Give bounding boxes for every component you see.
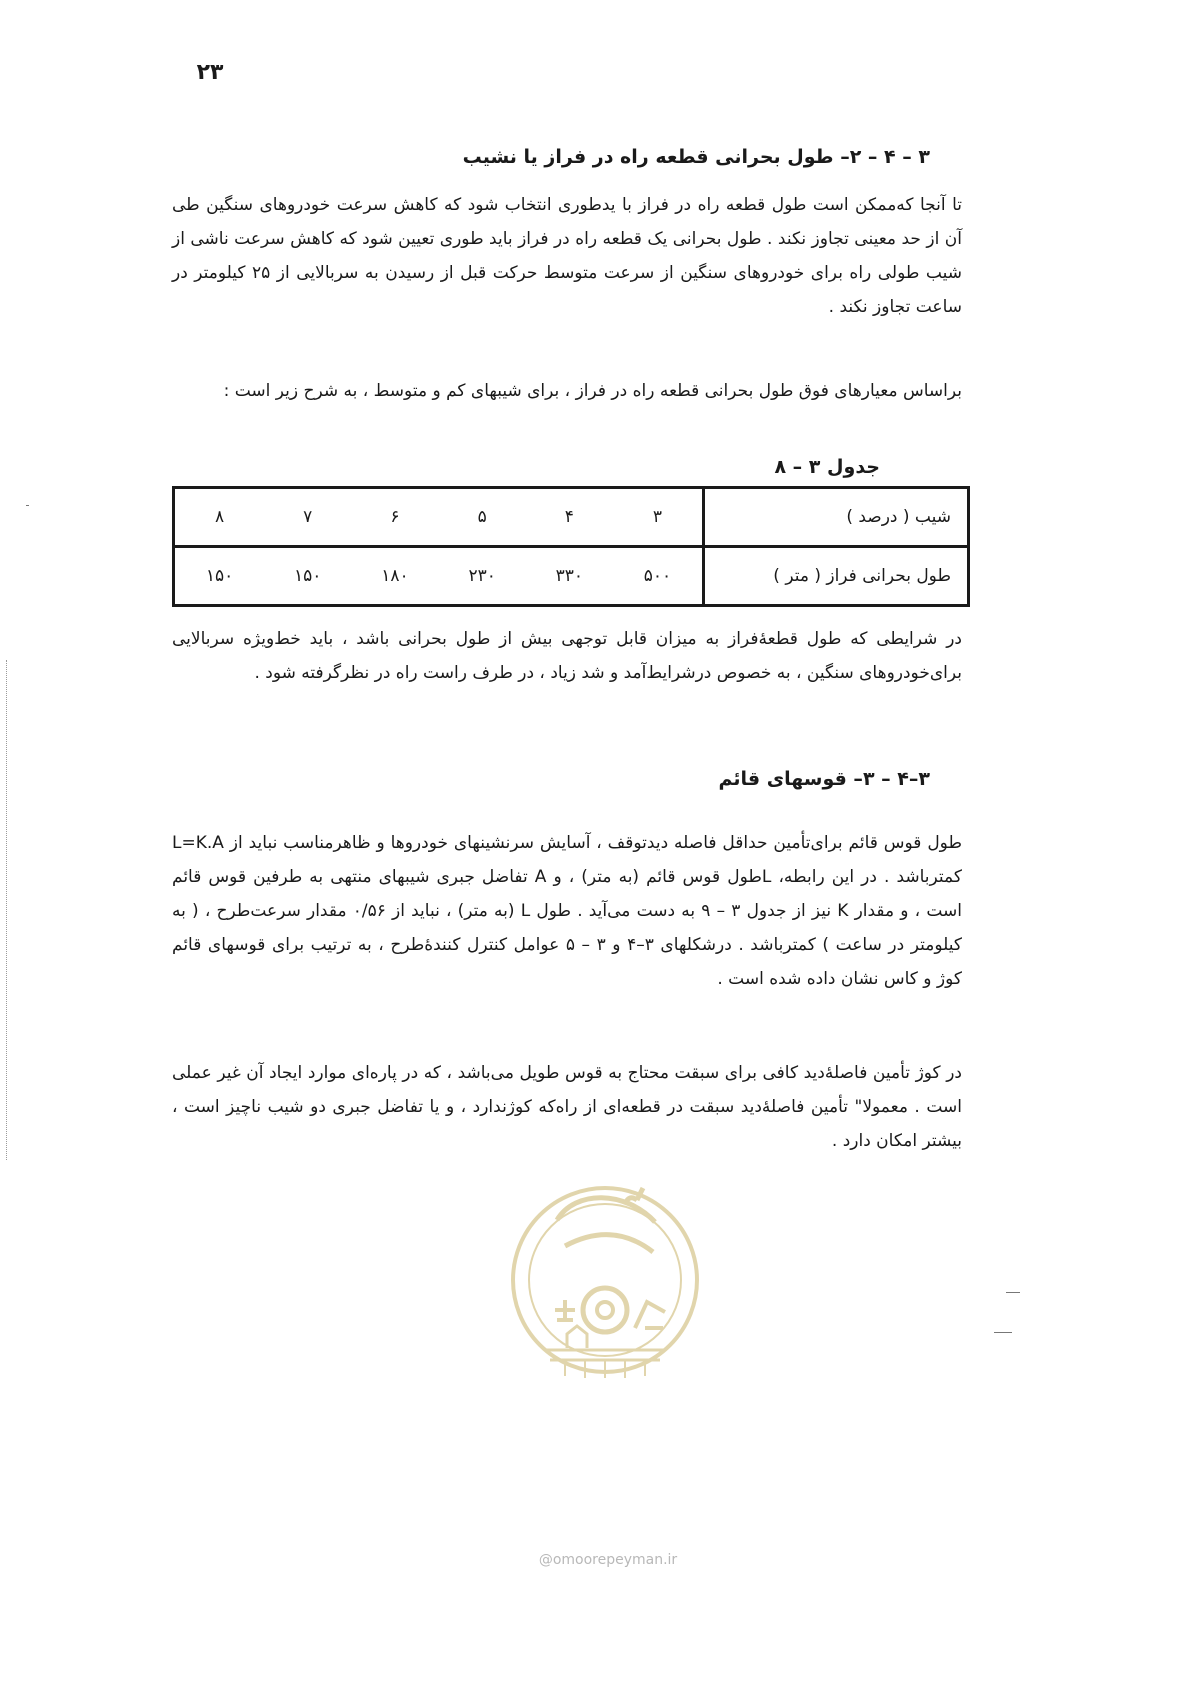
table-cell-length-5: ۲۳۰ bbox=[468, 566, 496, 586]
table-cell-grade-5: ۵ bbox=[439, 488, 526, 547]
paragraph-crest-sight-distance: در کوژ تأمین فاصله‌ٔدید کافی برای سبقت محتاج به قوس طویل می‌باشد ، که در پاره‌ای موارد ایجاد آن غیر عملی است . معمولا" تأمین فاصله‌ٔدید سبقت در قطعه‌ای از راه‌که کوژندارد ، و یا تفاضل جبری دو شیب ناچیز است ، بیشتر امکان دارد . bbox=[172, 1063, 962, 1151]
watermark-calligraphy bbox=[557, 1188, 655, 1252]
gear-icon bbox=[583, 1288, 627, 1332]
building-icon bbox=[567, 1326, 587, 1348]
paragraph-criteria-intro: براساس معیارهای فوق طول بحرانی قطعه راه در فراز ، برای شیبهای کم و متوسط ، به شرح زیر است : bbox=[223, 381, 962, 401]
table-cell-length-4: ۳۳۰ bbox=[555, 566, 584, 586]
table-cell-length-7: ۱۵۰ bbox=[294, 566, 322, 586]
table-row-label-grade: شیب ( درصد ) bbox=[704, 488, 969, 547]
watermark-logo bbox=[505, 1160, 705, 1480]
scan-speck bbox=[26, 505, 29, 506]
paragraph-vertical-curve-length: طول قوس قائم برای‌تأمین حداقل فاصله دیدتوقف ، آسایش سرنشینهای خودروها و ظاهرمناسب نباید از L=K.A کمترباشد . در این رابطه، Lطول قوس قائم (به متر) ، و A تفاضل جبری شیبهای منتهی به طرفین قوس قائم است ، و مقدار K نیز از جدول ۳ – ۹ به دست می‌آید . طول L (به متر) ، نباید از ۰/۵۶ مقدار سرعت‌طرح ، ( به کیلومتر در ساعت ) کمترباشد . درشکلهای ۳–۴ و ۳ – ۵ عوامل کنترل کننده‌ٔطرح ، به ترتیب برای قوسهای قائم کوژ و کاس نشان داده شده است . bbox=[172, 833, 962, 989]
scale-icon bbox=[555, 1300, 575, 1322]
table-cell-length-6: ۱۸۰ bbox=[381, 566, 409, 586]
watermark-url: @omoorepeyman.ir bbox=[538, 1552, 678, 1568]
table-cell-grade-3: ۳ bbox=[613, 488, 704, 547]
paragraph-critical-length-intro: تا آنجا که‌ممکن است طول قطعه راه در فراز با یدطوری انتخاب شود که کاهش سرعت خودروهای سنگین طی آن از حد معینی تجاوز نکند . طول بحرانی یک قطعه راه در فراز باید طوری تعیین شود که کاهش سرعت ناشی از شیب طولی راه برای خودروهای سنگین از سرعت متوسط حرکت قبل از رسیدن به سربالایی از ۲۵ کیلومتر در ساعت تجاوز نکند . bbox=[172, 195, 962, 317]
table-cell-length-3: ۵۰۰ bbox=[643, 566, 672, 586]
paragraph-climbing-lane: در شرایطی که طول قطعه‌ٔفراز به میزان قابل توجهی بیش از طول بحرانی باشد ، باید خط‌ویژه سربالایی برای‌خودروهای سنگین ، به خصوص درشرایط‌آمد و شد زیاد ، در طرف راست راه در نظرگرفته شود . bbox=[172, 629, 962, 683]
gear-hub-icon bbox=[597, 1302, 613, 1318]
table-cell-grade-7: ۷ bbox=[264, 488, 351, 547]
table-row-grade bbox=[174, 488, 969, 547]
section-heading-critical-length: ۳ – ۴ – ۲– طول بحرانی قطعه راه در فراز یا نشیب bbox=[462, 146, 930, 168]
excavator-icon bbox=[635, 1302, 665, 1328]
section-heading-vertical-curves: ۳–۴ – ۳– قوسهای قائم bbox=[718, 768, 930, 790]
table-cell-grade-6: ۶ bbox=[351, 488, 438, 547]
scan-speck bbox=[1006, 1292, 1020, 1293]
page-number: ۲۳ bbox=[196, 60, 224, 85]
table-cell-grade-4: ۴ bbox=[526, 488, 613, 547]
margin-dotted-line bbox=[6, 660, 8, 1160]
watermark-outer-ring bbox=[513, 1188, 697, 1372]
critical-length-table bbox=[172, 486, 970, 607]
table-row-label-length: طول بحرانی فراز ( متر ) bbox=[704, 547, 969, 606]
table-cell-length-8: ۱۵۰ bbox=[205, 566, 234, 586]
table-caption: جدول ۳ – ۸ bbox=[774, 456, 880, 478]
scan-speck bbox=[994, 1332, 1012, 1333]
table-cell-grade-8: ۸ bbox=[174, 488, 265, 547]
table-row-length bbox=[174, 547, 969, 606]
